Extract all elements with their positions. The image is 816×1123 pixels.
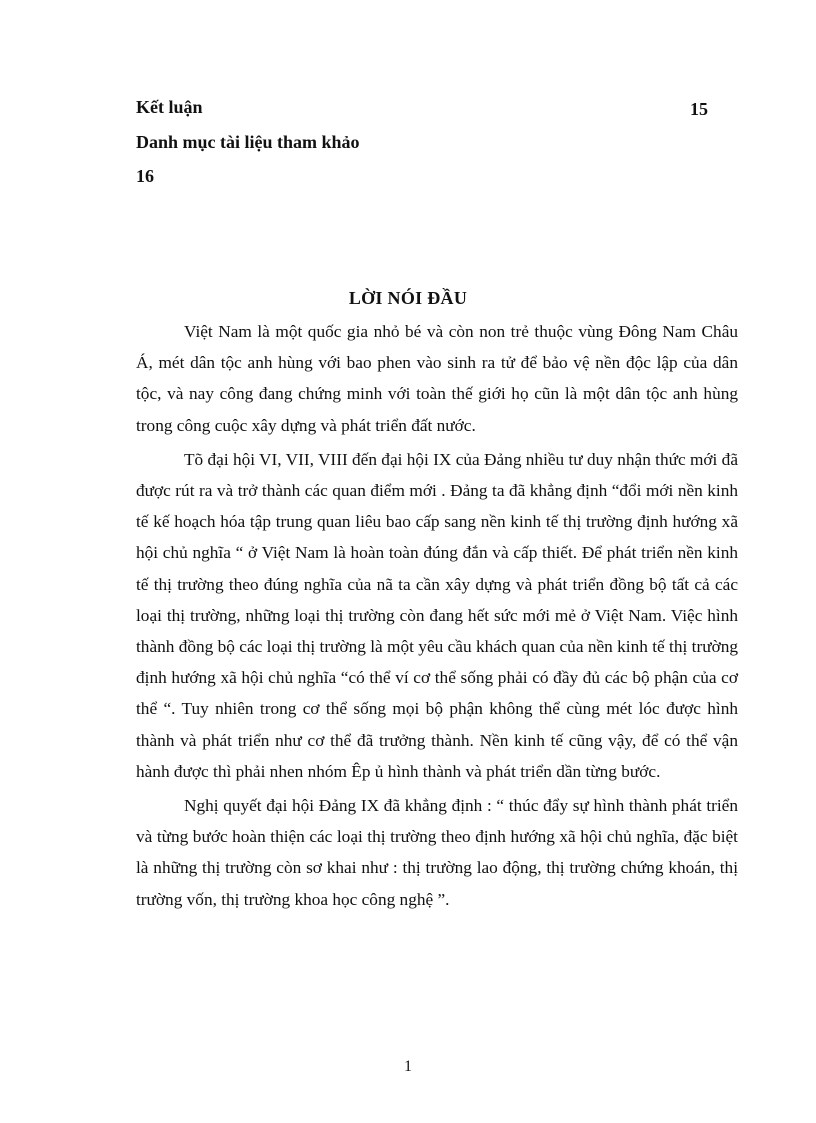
paragraph-2: Tõ đại hội VI, VII, VIII đến đại hội IX của Đảng nhiều tư duy nhận thức mới đã được rút ra và trở thành các quan điểm mới . Đảng ta đã khẳng định “đổi mới nền kinh tế kế hoạch hóa tập trung quan liêu bao cấp sang nền kinh tế thị trường định hướng xã hội chủ nghĩa “ ở Việt Nam là hoàn toàn đúng đắn và cấp thiết. Để phát triển nền kinh tế thị trường theo đúng nghĩa của nã ta cần xây dựng và phát triển đồng bộ tất cả các loại thị trường, những loại thị trường còn đang hết sức mới mẻ ở Việt Nam. Việc hình thành đồng bộ các loại thị trường là một yêu cầu khách quan của nền kinh tế thị trường định hướng xã hội chủ nghĩa “có thể ví cơ thể sống phải có đầy đủ các bộ phận của cơ thể “. Tuy nhiên trong cơ thể sống mọi bộ phận không thể cùng mét lóc được hình thành và phát triển như cơ thể đã trưởng thành. Nền kinh tế cũng vậy, để có thể vận hành được thì phải nhen nhóm Êp ủ hình thành và phát triển dần từng bước. — [136, 449, 738, 781]
body-text — [136, 316, 738, 915]
toc-conclusion-page: 15 — [690, 99, 708, 119]
page-number: 1 — [404, 1058, 412, 1075]
page-title: LỜI NÓI ĐẦU — [348, 288, 468, 308]
paragraph-3: Nghị quyết đại hội Đảng IX đã khẳng định : “ thúc đẩy sự hình thành phát triển và từng bước hoàn thiện các loại thị trường theo định hướng xã hội chủ nghĩa, đặc biệt là những thị trường còn sơ khai như : thị trường lao động, thị trường chứng khoán, thị trường vốn, thị trường khoa học công nghệ ”. — [136, 796, 738, 909]
paragraph-1: Việt Nam là một quốc gia nhỏ bé và còn non trẻ thuộc vùng Đông Nam Châu Á, mét dân tộc anh hùng với bao phen vào sinh ra tử để bảo vệ nền độc lập của dân tộc, và nay công đang chứng minh với toàn thế giới họ cũn là một dân tộc anh hùng trong công cuộc xây dựng và phát triển đất nước. — [136, 322, 738, 435]
toc-conclusion-label: Kết luận — [136, 97, 203, 117]
toc-references-page: 16 — [136, 166, 154, 186]
toc-references-label: Danh mục tài liệu tham khảo — [136, 132, 360, 152]
